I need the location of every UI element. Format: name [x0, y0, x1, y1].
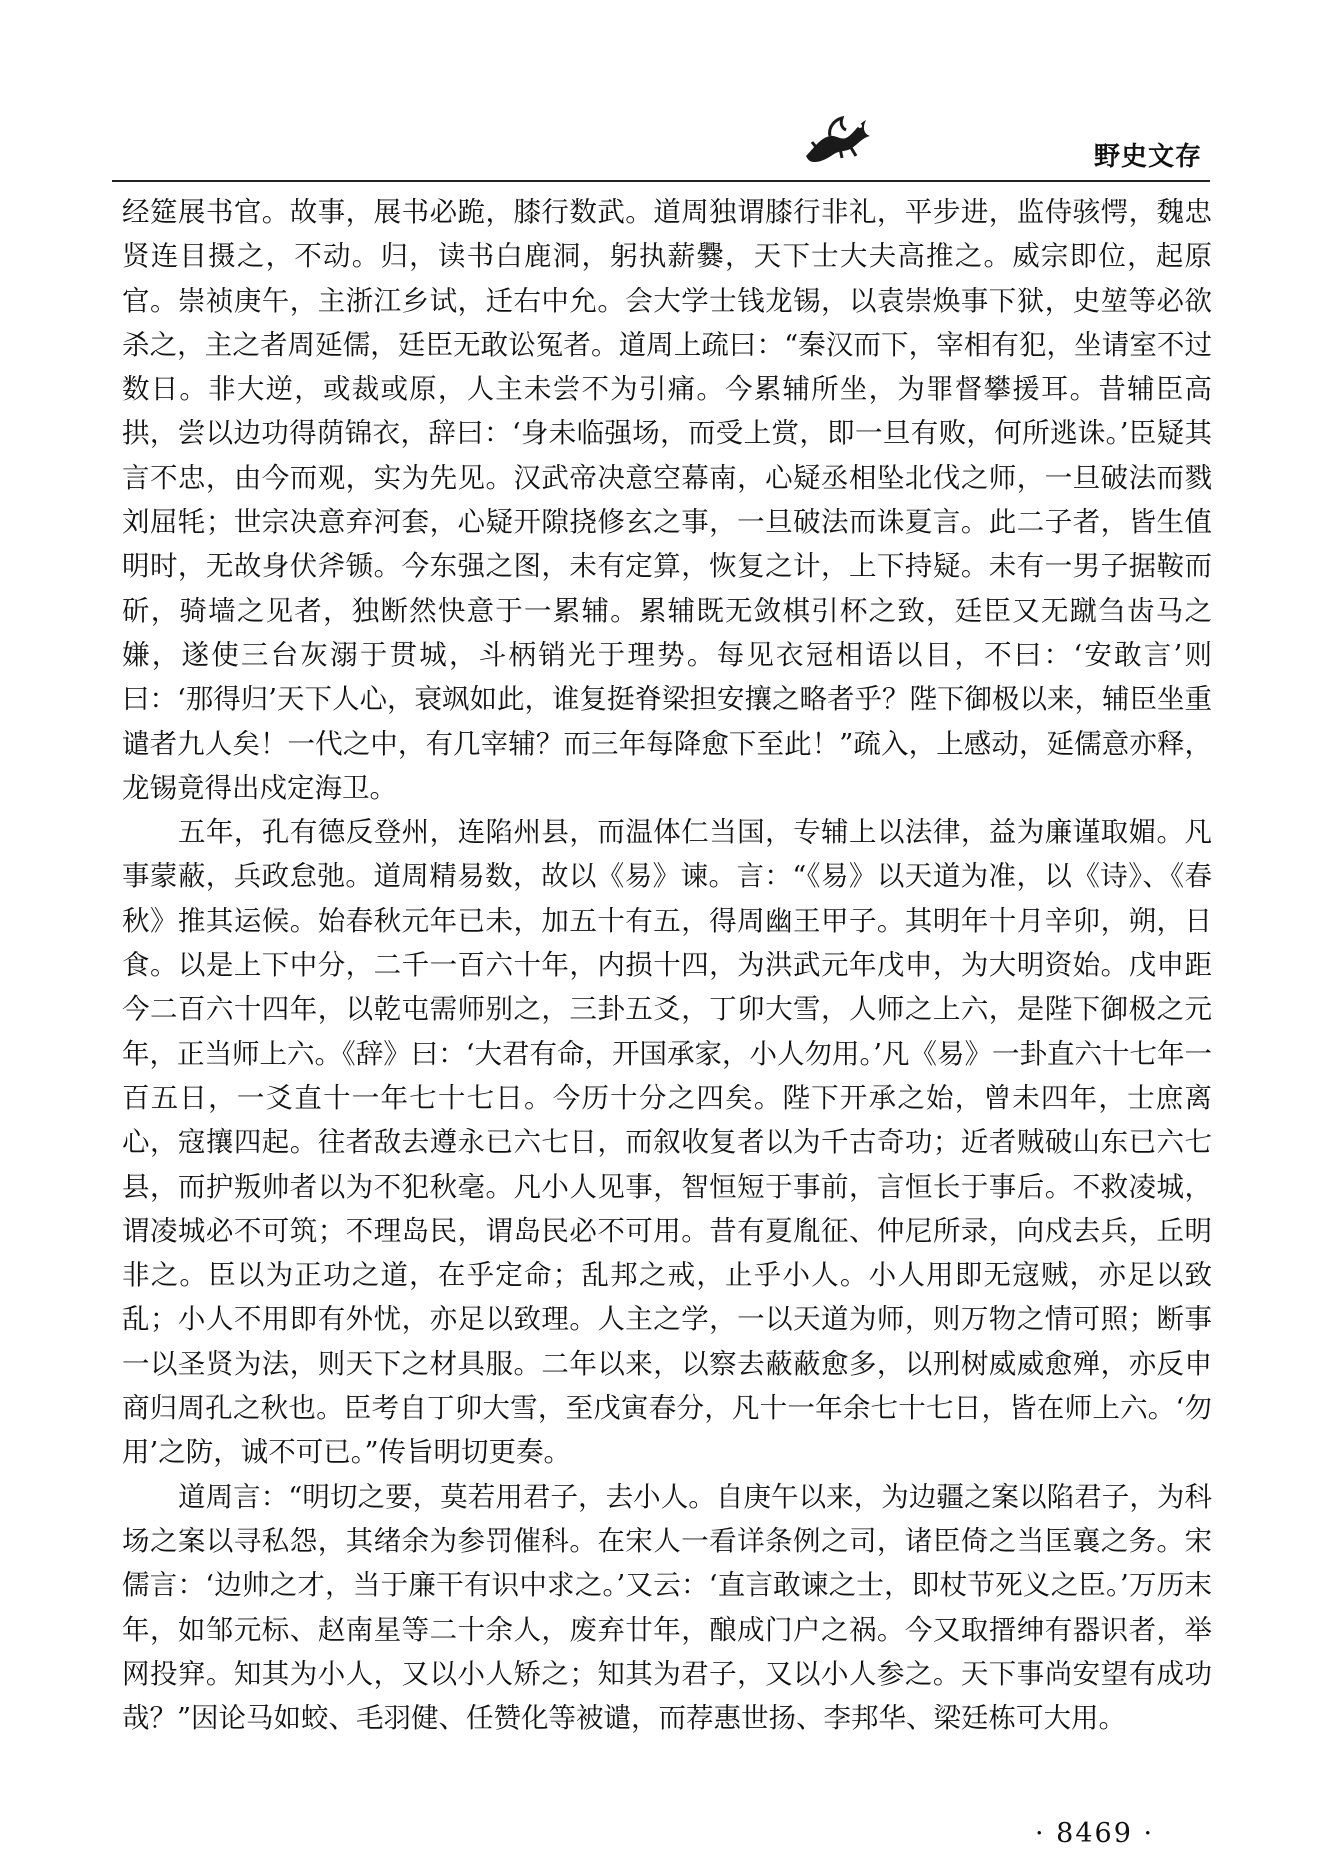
page-number: · 8469 ·	[1035, 1818, 1155, 1849]
main-text	[122, 190, 1212, 1740]
paragraph-1: 经筵展书官。故事，展书必跪，膝行数武。道周独谓膝行非礼，平步进，监侍骇愕，魏忠贤连目摄之，不动。归，读书白鹿洞，躬执薪爨，天下士大夫高推之。威宗即位，起原官。崇祯庚午，主浙江乡试，迁右中允。会大学士钱龙锡，以袁崇焕事下狱，史堃等必欲杀之，主之者周延儒，廷臣无敢讼冤者。道周上疏曰：“秦汉而下，宰相有犯，坐请室不过数日。非大逆，或裁或原，人主未尝不为引痛。今累辅所坐，为罪督攀援耳。昔辅臣高拱，尝以边功得荫锦衣，辞曰：‘身未临强场，而受上赏，即一旦有败，何所逃诛。’臣疑其言不忠，由今而观，实为先见。汉武帝决意空幕南，心疑丞相坠北伐之师，一旦破法而戮刘屈牦；世宗决意弃河套，心疑开隙挠修玄之事，一旦破法而诛夏言。此二子者，皆生值明时，无故身伏斧锧。今东强之图，未有定算，恢复之计，上下持疑。未有一男子据鞍而斫，骑墙之见者，独断然快意于一累辅。累辅既无敛棋引杯之致，廷臣又无蹴刍齿马之嫌，遂使三台灰溺于贯城，斗柄销光于理势。每见衣冠相语以目，不曰：‘安敢言’则曰：‘那得归’天下人心，衰飒如此，谁复挺脊梁担安攘之略者乎？陛下御极以来，辅臣坐重谴者九人矣！一代之中，有几宰辅？而三年每降愈下至此！”疏入，上感动，延儒意亦释，龙锡竟得出戍定海卫。	[122, 196, 1212, 804]
dragon-emblem-icon	[800, 112, 874, 168]
section-title: 野史文存	[1093, 142, 1202, 172]
page-header	[800, 108, 1210, 178]
paragraph-3: 道周言：“明切之要，莫若用君子，去小人。自庚午以来，为边疆之案以陷君子，为科场之案以寻私怨，其绪余为参罚催科。在宋人一看详条例之司，诸臣倚之当匡襄之务。宋儒言：‘边帅之才，当于廉干有识中求之。’又云：‘直言敢谏之士，即杖节死义之臣。’万历末年，如邹元标、赵南星等二十余人，废弃廿年，酿成门户之祸。今又取搢绅有器识者，举网投穽。知其为小人，又以小人矫之；知其为君子，又以小人参之。天下事尚安望有成功哉？”因论马如蛟、毛羽健、任赞化等被谴，而荐惠世扬、李邦华、梁廷栋可大用。	[122, 1480, 1212, 1735]
header-rule	[112, 180, 1210, 182]
paragraph-2: 五年，孔有德反登州，连陷州县，而温体仁当国，专辅上以法律，益为廉谨取媚。凡事蒙蔽，兵政怠弛。道周精易数，故以《易》谏。言：“《易》以天道为准，以《诗》、《春秋》推其运候。始春秋元年已未，加五十有五，得周幽王甲子。其明年十月辛卯，朔，日食。以是上下中分，二千一百六十年，内损十四，为洪武元年戊申，为大明资始。戊申距今二百六十四年，以乾屯需师别之，三卦五爻，丁卯大雪，人师之上六，是陛下御极之元年，正当师上六。《辞》曰：‘大君有命，开国承家，小人勿用。’凡《易》一卦直六十七年一百五日，一爻直十一年七十七日。今历十分之四矣。陛下开承之始，曾未四年，士庶离心，寇攘四起。往者敌去遵永已六七日，而叙收复者以为千古奇功；近者贼破山东已六七县，而护叛帅者以为不犯秋毫。凡小人见事，智恒短于事前，言恒长于事后。不救凌城，谓凌城必不可筑；不理岛民，谓岛民必不可用。昔有夏胤征、仲尼所录，向戍去兵，丘明非之。臣以为正功之道，在乎定命；乱邦之戒，止乎小人。小人用即无寇贼，亦足以致乱；小人不用即有外忧，亦足以致理。人主之学，一以天道为师，则万物之情可照；断事一以圣贤为法，则天下之材具服。二年以来，以察去蔽蔽愈多，以刑树威威愈殚，亦反申商归周孔之秋也。臣考自丁卯大雪，至戊寅春分，凡十一年余七十七日，皆在师上六。‘勿用’之防，诚不可已。”传旨明切更奏。	[122, 816, 1212, 1469]
